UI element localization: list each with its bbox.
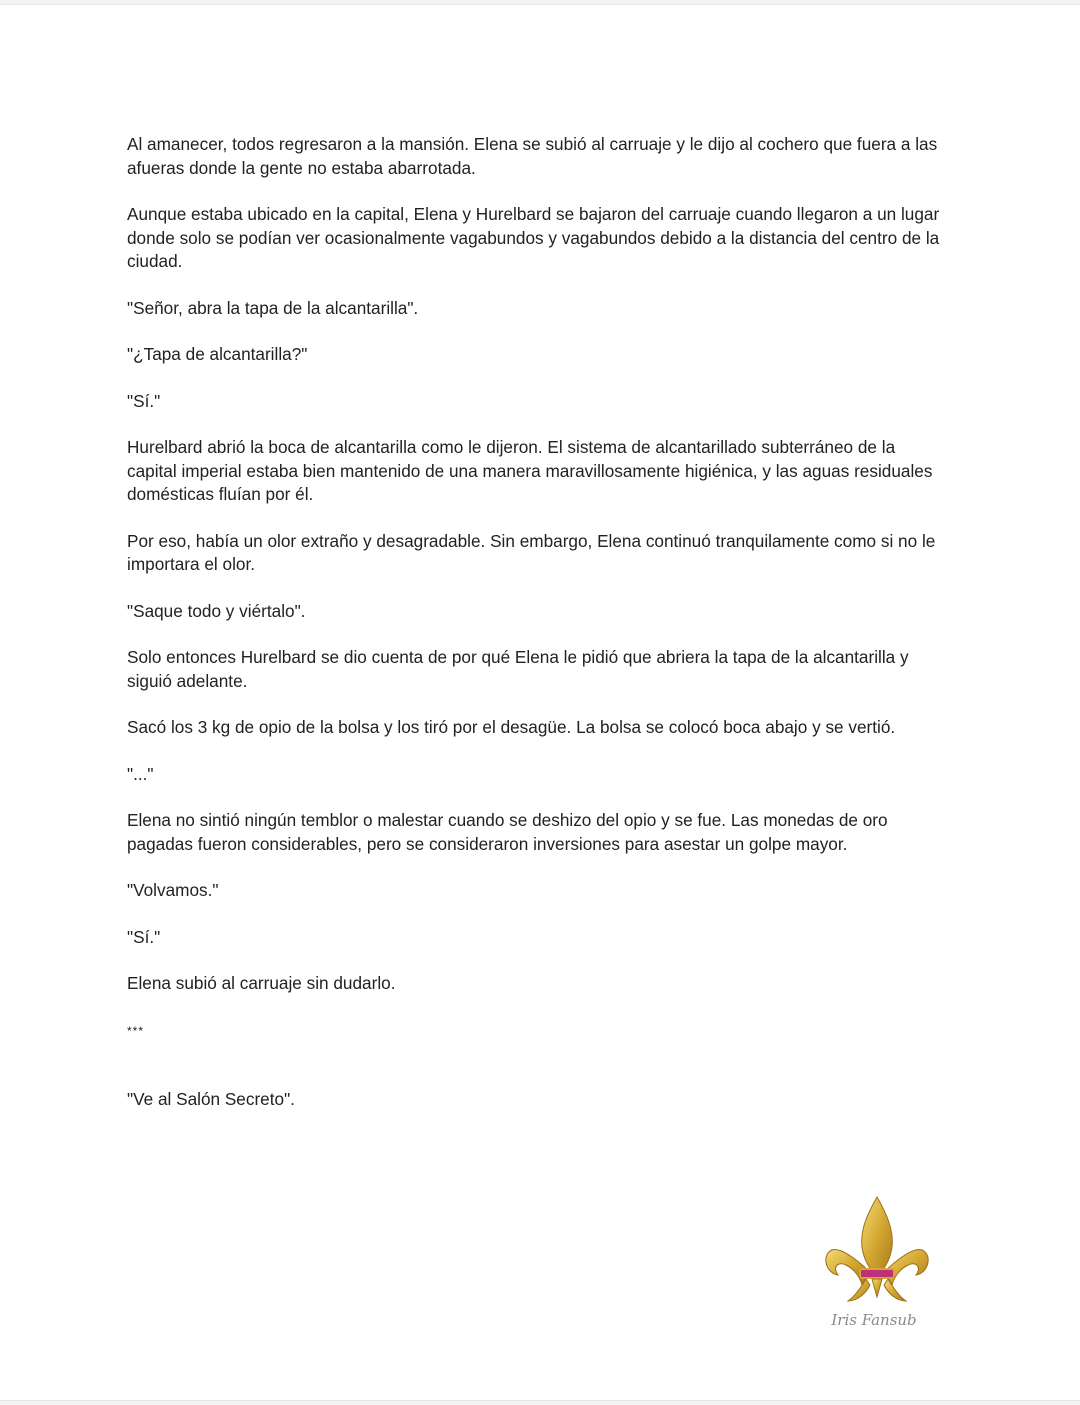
scene-separator: *** xyxy=(127,1023,145,1038)
paragraph: "¿Tapa de alcantarilla?" xyxy=(127,344,308,364)
paragraph: "Saque todo y viértalo". xyxy=(127,600,306,621)
document-body xyxy=(127,133,947,1135)
paragraph: Hurelbard abrió la boca de alcantarilla como le dijeron. El sistema de alcantarillado subterráneo de la capital imperial estaba bien mantenido de una manera maravillosamente higiénica, y las aguas residuales domésticas fluían por él. xyxy=(127,437,933,504)
paragraph: Elena no sintió ningún temblor o malestar cuando se deshizo del opio y se fue. Las monedas de oro pagadas fueron considerables, pero se consideraron inversiones para asestar un golpe mayor. xyxy=(127,810,888,854)
paragraph: Sacó los 3 kg de opio de la bolsa y los tiró por el desagüe. La bolsa se colocó boca abajo y se vertió. xyxy=(127,717,896,737)
logo-signature: Iris Fansub xyxy=(831,1311,917,1329)
closing-paragraph: "Ve al Salón Secreto". xyxy=(127,1089,295,1109)
paragraph: "..." xyxy=(127,763,154,784)
paragraph: Aunque estaba ubicado en la capital, Elena y Hurelbard se bajaron del carruaje cuando llegaron a un lugar donde solo se podían ver ocasionalmente vagabundos y vagabundos debido a la distancia del centro de la ciudad. xyxy=(127,204,940,271)
watermark-logo xyxy=(816,1193,938,1333)
paragraph: "Sí." xyxy=(127,926,161,947)
paragraph: "Señor, abra la tapa de la alcantarilla". xyxy=(127,297,419,318)
paragraph: Por eso, había un olor extraño y desagradable. Sin embargo, Elena continuó tranquilamente como si no le importara el olor. xyxy=(127,530,936,574)
paragraph: "Volvamos." xyxy=(127,880,219,900)
paragraph: "Sí." xyxy=(127,390,161,411)
document-page xyxy=(0,4,1080,1401)
paragraph: Al amanecer, todos regresaron a la mansión. Elena se subió al carruaje y le dijo al cochero que fuera a las afueras donde la gente no estaba abarrotada. xyxy=(127,134,938,178)
paragraph: Solo entonces Hurelbard se dio cuenta de por qué Elena le pidió que abriera la tapa de la alcantarilla y siguió adelante. xyxy=(127,647,909,691)
paragraph: Elena subió al carruaje sin dudarlo. xyxy=(127,973,396,993)
fleur-de-lis-icon xyxy=(816,1193,938,1333)
